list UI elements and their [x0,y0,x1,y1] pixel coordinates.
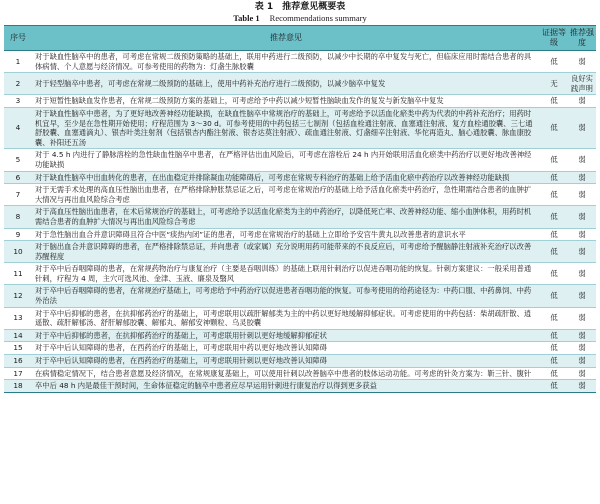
row-strength: 弱 [568,95,596,108]
row-strength: 弱 [568,263,596,285]
row-evidence-level: 低 [540,95,568,108]
row-strength: 弱 [568,171,596,184]
table-row [4,95,596,108]
caption-english-title: Recommendations summary [269,13,367,23]
row-number: 18 [4,380,32,393]
header-strength: 推荐强度 [568,26,596,51]
row-evidence-level: 无 [540,73,568,95]
row-number: 4 [4,107,32,148]
table-row [4,285,596,307]
table-row [4,149,596,171]
row-recommendation: 对于 4.5 h 内进行了静脉溶栓的急性缺血性脑卒中患者，在严格评估出血风险后，可考虑在溶栓后 24 h 内开始联用活血化瘀类中药治疗以更好地改善神经功能缺损 [32,149,540,171]
row-recommendation: 对于卒中后抑郁的患者，在抗抑郁药治疗的基础上，可考虑联用针刺以更好地缓解抑郁症状 [32,329,540,342]
row-strength: 弱 [568,149,596,171]
table-row [4,342,596,355]
table-row [4,329,596,342]
row-number: 15 [4,342,32,355]
table-row [4,171,596,184]
row-number: 3 [4,95,32,108]
header-evidence-level: 证据等级 [540,26,568,51]
row-recommendation: 对于轻型脑卒中患者，可考虑在常规二级预防的基础上，使用中药补充治疗进行二级预防，以减少脑卒中复发 [32,73,540,95]
row-recommendation: 对于卒中后认知障碍的患者，在西药治疗的基础上，可考虑联用针刺以更好地改善认知障碍 [32,355,540,368]
row-recommendation: 对于卒中后吞咽障碍的患者，在常规治疗基础上，可考虑给予中药治疗以促进患者吞咽功能的恢复。可参考使用的给药途径为：中药口服、中药鼻饲、中药外治法 [32,285,540,307]
table-header-row [4,26,596,51]
row-recommendation: 对于高血压性脑出血患者，在术后常规治疗的基础上，可考虑给予以活血化瘀类为主的中药治疗，以降低死亡率、改善神经功能、缩小血肿体积，用药时机需结合患者的血肿扩大情况与再出血风险综合考虑 [32,206,540,228]
row-recommendation: 对于卒中后吞咽障碍的患者，在常规药物治疗与康复治疗（主要是吞咽训练）的基础上联用针刺治疗以促进吞咽功能的恢复。针刺方案建议：一般采用普通针刺，疗程为 4 周，主穴可选风池、金津、玉液、廉泉及翳风 [32,263,540,285]
row-strength: 弱 [568,107,596,148]
row-number: 11 [4,263,32,285]
row-recommendation: 对于卒中后认知障碍的患者，在西药治疗的基础上，可考虑联用中药以更好地改善认知障碍 [32,342,540,355]
row-recommendation: 对于卒中后抑郁的患者，在抗抑郁药治疗的基础上，可考虑联用以疏肝解郁类为主的中药以更好地缓解抑郁症状。可考虑使用的中药包括：柴胡疏肝散、逍遥散、疏肝解郁汤、舒肝解郁胶囊、解郁丸、解郁安神颗粒、乌灵胶囊 [32,307,540,329]
recommendations-table [4,25,596,393]
row-evidence-level: 低 [540,171,568,184]
row-evidence-level: 低 [540,342,568,355]
table-row [4,73,596,95]
table-row [4,228,596,241]
row-recommendation: 对于缺血性脑卒中的患者，可考虑在常规二级预防策略的基础上，联用中药进行二级预防，以减少中长期的卒中复发与死亡，但临床应用时需结合患者的具体病情、个人意愿与经济情况。可参考使用的药物为：灯盏生脉胶囊 [32,51,540,73]
row-evidence-level: 低 [540,107,568,148]
table-caption [0,0,600,24]
row-strength: 弱 [568,206,596,228]
row-strength: 弱 [568,307,596,329]
caption-english [0,13,600,24]
row-evidence-level: 低 [540,51,568,73]
row-recommendation: 卒中后 48 h 内是最佳干预时间，生命体征稳定的脑卒中患者应尽早运用针刺进行康复治疗以得到更多获益 [32,380,540,393]
row-evidence-level: 低 [540,380,568,393]
row-recommendation: 在病情稳定情况下，结合患者意愿及经济情况，在常规康复基础上，可以使用针刺以改善脑卒中患者的肢体运动功能。可考虑的针灸方案为：靳三针、腹针 [32,367,540,380]
row-strength: 弱 [568,285,596,307]
row-number: 7 [4,184,32,206]
table-row [4,355,596,368]
caption-english-label: Table 1 [233,13,260,23]
row-evidence-level: 低 [540,184,568,206]
row-number: 14 [4,329,32,342]
row-evidence-level: 低 [540,241,568,263]
row-number: 2 [4,73,32,95]
row-number: 12 [4,285,32,307]
row-recommendation: 对于脑出血合并意识障碍的患者，在严格排除禁忌证，并向患者（或家属）充分说明用药可能带来的不良反应后，可考虑给予醒脑静注射液补充治疗以改善苏醒程度 [32,241,540,263]
row-strength: 弱 [568,355,596,368]
table-row [4,107,596,148]
row-strength: 弱 [568,51,596,73]
row-strength: 弱 [568,241,596,263]
row-evidence-level: 低 [540,206,568,228]
header-number: 序号 [4,26,32,51]
row-number: 9 [4,228,32,241]
row-strength: 良好实践声明 [568,73,596,95]
row-recommendation: 对于缺血性脑卒中出血转化的患者，在出血稳定并排除凝血功能障碍后，可考虑在常规专科治疗的基础上给予活血化瘀中药治疗以改善神经功能缺损 [32,171,540,184]
row-strength: 弱 [568,228,596,241]
row-recommendation: 对于短暂性脑缺血发作患者，在常规二级预防方案的基础上，可考虑给予中药以减少短暂性脑缺血发作的复发与新发脑卒中复发 [32,95,540,108]
row-strength: 弱 [568,380,596,393]
row-number: 17 [4,367,32,380]
row-strength: 弱 [568,342,596,355]
row-evidence-level: 低 [540,307,568,329]
row-recommendation: 对于缺血性脑卒中患者，为了更好地改善神经功能缺损，在缺血性脑卒中常规治疗的基础上，可考虑给予以活血化瘀类中药为代表的中药补充治疗；用药时机宜早，至少是在急性期开始使用；疗程范围为 3～30 d。可参考使用的中药包括三七制剂（包括血栓通注射液、血塞通注射液、复方血栓通胶囊、三七通舒胶囊、血塞通滴丸）、银杏叶类注射剂（包括银杏内酯注射液、银杏达莫注射液）、疏血通注射液、灯盏细辛注射液、华佗再造丸、脑心通胶囊、脉血康胶囊、补阳还五汤 [32,107,540,148]
row-number: 16 [4,355,32,368]
row-strength: 弱 [568,329,596,342]
row-strength: 弱 [568,367,596,380]
row-number: 8 [4,206,32,228]
row-evidence-level: 低 [540,228,568,241]
table-row [4,380,596,393]
table-row [4,263,596,285]
row-recommendation: 对于无需手术处理的高血压性脑出血患者，在严格排除肿胀禁忌证之后，可考虑在常规治疗的基础上给予活血化瘀类中药治疗，急性期需结合患者的血肿扩大情况与再出血风险综合考虑 [32,184,540,206]
row-recommendation: 对于急性脑出血合并意识障碍且符合中医“痰热内闭”证的患者，可考虑在常规治疗的基础上立即给予安宫牛黄丸以改善患者的意识水平 [32,228,540,241]
row-evidence-level: 低 [540,149,568,171]
row-evidence-level: 低 [540,263,568,285]
row-number: 6 [4,171,32,184]
table-row [4,241,596,263]
row-number: 5 [4,149,32,171]
row-evidence-level: 低 [540,367,568,380]
row-strength: 弱 [568,184,596,206]
row-evidence-level: 低 [540,285,568,307]
table-row [4,184,596,206]
row-evidence-level: 低 [540,329,568,342]
table-row [4,367,596,380]
row-evidence-level: 低 [540,355,568,368]
table-row [4,206,596,228]
caption-chinese: 表 1 推荐意见概要表 [254,2,346,12]
row-number: 13 [4,307,32,329]
table-row [4,307,596,329]
row-number: 1 [4,51,32,73]
header-recommendation: 推荐意见 [32,26,540,51]
table-row [4,51,596,73]
row-number: 10 [4,241,32,263]
